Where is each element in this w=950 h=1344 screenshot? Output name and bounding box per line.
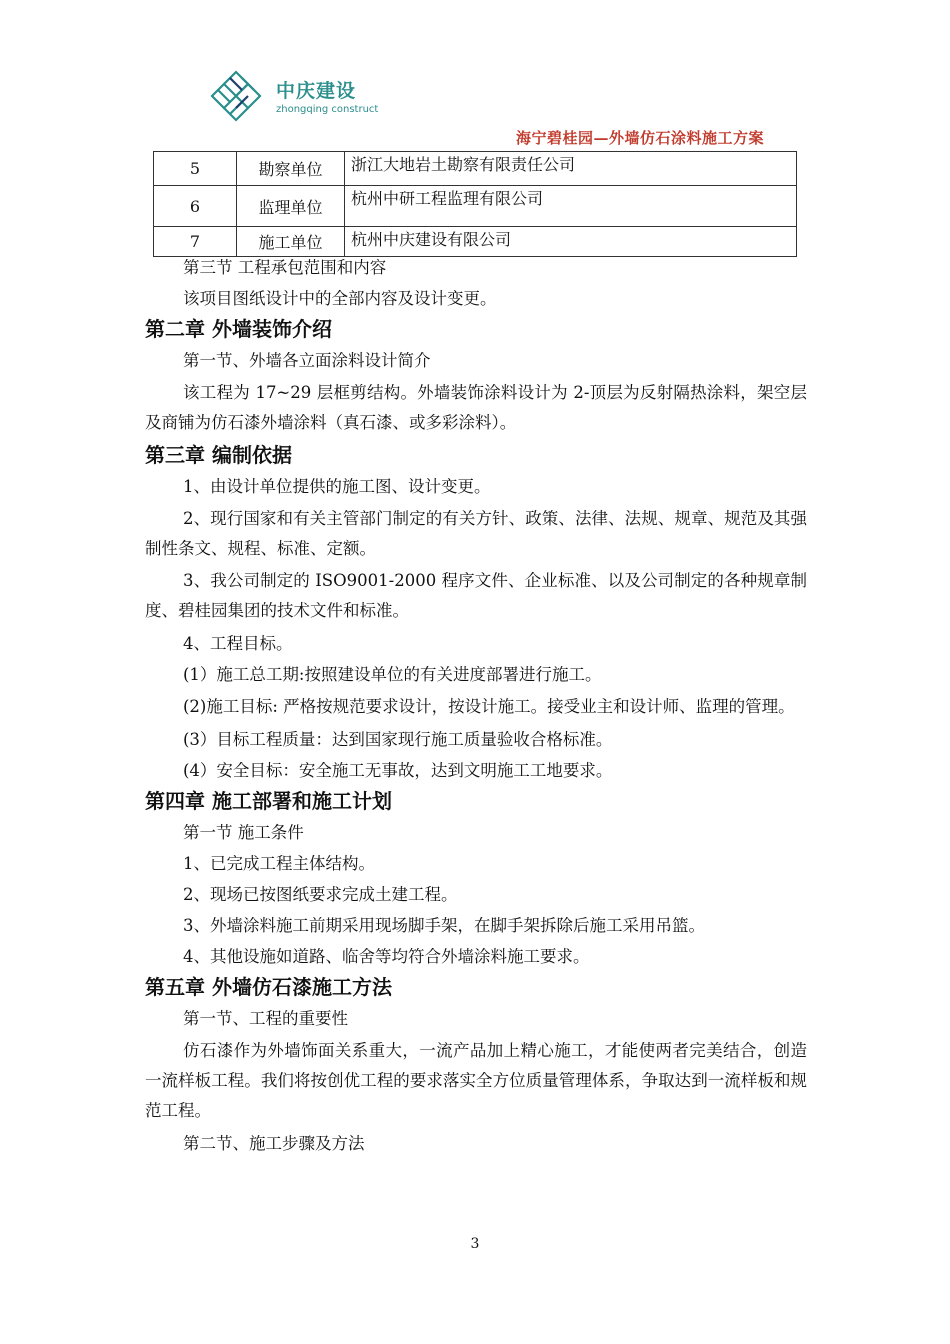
chapter-heading: 第三章 编制依据 xyxy=(145,443,292,467)
table-row xyxy=(154,186,797,227)
row-number: 5 xyxy=(154,152,237,186)
row-role: 监理单位 xyxy=(237,186,345,227)
chapter-heading: 第四章 施工部署和施工计划 xyxy=(145,789,392,813)
row-number: 6 xyxy=(154,186,237,227)
list-item: 2、现场已按图纸要求完成土建工程。 xyxy=(183,885,458,904)
paragraph: 该工程为 17~29 层框剪结构。外墙装饰涂料设计为 2-顶层为反射隔热涂料，架空层及商铺为仿石漆外墙涂料（真石漆、或多彩涂料）。 xyxy=(145,383,807,432)
row-role: 勘察单位 xyxy=(237,152,345,186)
section-heading: 第一节、外墙各立面涂料设计简介 xyxy=(183,351,431,370)
list-item: 1、由设计单位提供的施工图、设计变更。 xyxy=(183,477,491,496)
goal-item: (1）施工总工期:按照建设单位的有关进度部署进行施工。 xyxy=(183,665,602,684)
document-body xyxy=(145,252,807,1159)
list-item: 3、我公司制定的 ISO9001-2000 程序文件、企业标准、以及公司制定的各种规章制度、碧桂园集团的技术文件和标准。 xyxy=(145,571,807,620)
chapter-heading: 第二章 外墙装饰介绍 xyxy=(145,317,332,341)
list-item: 4、工程目标。 xyxy=(183,634,293,653)
row-organization: 浙江大地岩土勘察有限责任公司 xyxy=(345,152,797,186)
row-organization: 杭州中庆建设有限公司 xyxy=(345,227,797,257)
section-heading: 第一节 施工条件 xyxy=(183,823,304,842)
row-number: 7 xyxy=(154,227,237,257)
logo-chinese-name: 中庆建设 xyxy=(276,80,357,102)
section-heading: 第一节、工程的重要性 xyxy=(183,1009,348,1028)
chapter-heading: 第五章 外墙仿石漆施工方法 xyxy=(145,975,392,999)
goal-item: (4）安全目标：安全施工无事故，达到文明施工工地要求。 xyxy=(183,761,613,780)
logo-mark-icon xyxy=(206,66,266,124)
row-organization: 杭州中研工程监理有限公司 xyxy=(345,186,797,227)
table-row xyxy=(154,152,797,186)
paragraph: 仿石漆作为外墙饰面关系重大，一流产品加上精心施工，才能使两者完美结合，创造一流样板工程。我们将按创优工程的要求落实全方位质量管理体系，争取达到一流样板和规范工程。 xyxy=(145,1041,807,1120)
list-item: 1、已完成工程主体结构。 xyxy=(183,854,375,873)
page-number: 3 xyxy=(470,1236,480,1252)
goal-item: (2)施工目标: 严格按规范要求设计，按设计施工。接受业主和设计师、监理的管理。 xyxy=(183,697,795,716)
row-role: 施工单位 xyxy=(237,227,345,257)
section-heading: 第二节、施工步骤及方法 xyxy=(183,1134,365,1153)
logo-english-name: zhongqing construct xyxy=(276,104,379,115)
list-item: 3、外墙涂料施工前期采用现场脚手架，在脚手架拆除后施工采用吊篮。 xyxy=(183,916,705,935)
list-item: 4、其他设施如道路、临舍等均符合外墙涂料施工要求。 xyxy=(183,947,590,966)
section-heading: 第三节 工程承包范围和内容 xyxy=(183,258,387,277)
company-logo xyxy=(206,66,379,124)
document-header-title: 海宁碧桂园—外墙仿石涂料施工方案 xyxy=(515,129,764,147)
paragraph: 该项目图纸设计中的全部内容及设计变更。 xyxy=(183,289,497,308)
participants-table xyxy=(153,151,797,257)
list-item: 2、现行国家和有关主管部门制定的有关方针、政策、法律、法规、规章、规范及其强制性条文、规程、标准、定额。 xyxy=(145,509,807,558)
goal-item: (3）目标工程质量：达到国家现行施工质量验收合格标准。 xyxy=(183,730,613,749)
